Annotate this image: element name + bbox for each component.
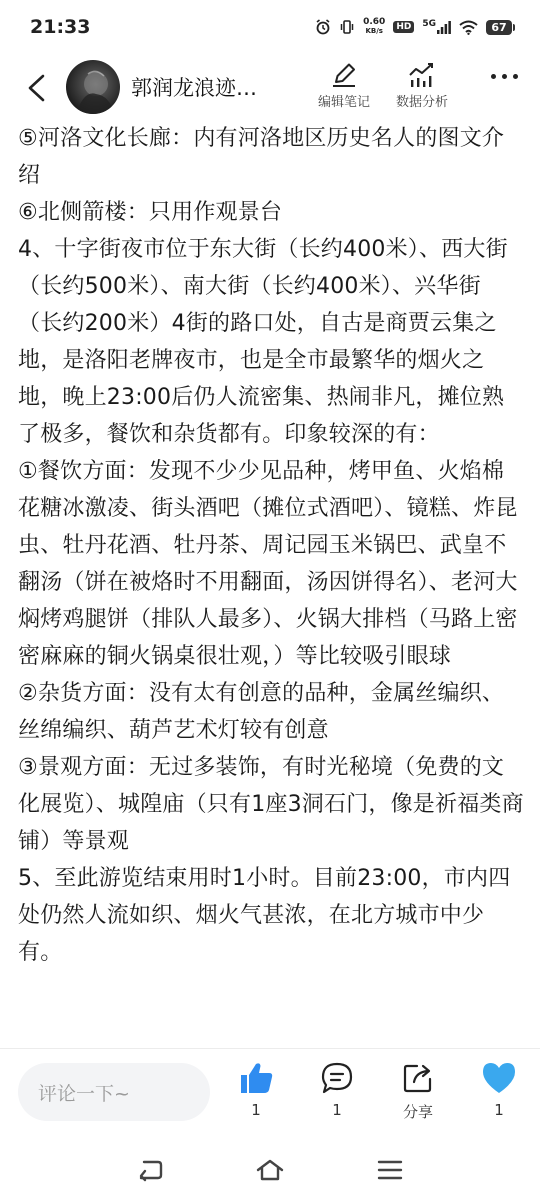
- battery-indicator: 67: [486, 20, 512, 35]
- signal-bars-icon: [437, 20, 451, 34]
- paragraph: 5、至此游览结束用时1小时。目前23:00，市内四处仍然人流如织、烟火气甚浓，在北方城市中少有。: [18, 866, 511, 965]
- note-content: [18, 120, 524, 1048]
- status-bar: [0, 0, 540, 56]
- status-icons: [315, 18, 512, 36]
- author-avatar[interactable]: [66, 60, 120, 114]
- bottom-action-bar: [0, 1049, 540, 1139]
- nav-recents-button[interactable]: [370, 1154, 410, 1186]
- paragraph: 4、十字街夜市位于东大街（长约400米）、西大街（长约500米）、南大街（长约400米）、兴华街（长约200米）4街的路口处，自古是商贾云集之地，是洛阳老牌夜市，也是全市最繁华的烟火之地，晚上23:00后仍人流密集、热闹非凡，摊位熟了极多，餐饮和杂货都有。印象较深的有：: [18, 237, 508, 447]
- avatar-image: [66, 60, 120, 114]
- paragraph: ②杂货方面：没有太有创意的品种，金属丝编织、丝绵编织、葫芦艺术灯较有创意: [18, 681, 505, 743]
- author-name[interactable]: 郭润龙浪迹…: [131, 76, 257, 100]
- like-button[interactable]: [226, 1061, 286, 1119]
- back-button[interactable]: [18, 68, 54, 108]
- home-icon: [255, 1158, 285, 1182]
- menu-lines-icon: [377, 1159, 403, 1181]
- data-analysis-label: 数据分析: [396, 95, 449, 110]
- thumbs-up-icon: [238, 1061, 274, 1095]
- status-time: 21:33: [30, 16, 91, 38]
- dot: [502, 74, 507, 79]
- paragraph: ⑥北侧箭楼：只用作观景台: [18, 200, 283, 225]
- chevron-left-icon: [25, 73, 47, 103]
- hd-badge: HD: [393, 21, 414, 33]
- favorite-button[interactable]: [469, 1061, 529, 1119]
- more-options-button[interactable]: [491, 74, 518, 79]
- note-header: [0, 56, 540, 120]
- comment-bubble-icon: [320, 1061, 354, 1095]
- comment-button[interactable]: [307, 1061, 367, 1119]
- comment-count: 1: [332, 1101, 342, 1119]
- share-icon: [401, 1061, 435, 1095]
- vibrate-icon: [339, 19, 355, 35]
- wifi-icon: [459, 20, 478, 35]
- share-button[interactable]: [388, 1061, 448, 1122]
- comment-input[interactable]: 评论一下~: [18, 1063, 210, 1121]
- alarm-icon: [315, 19, 331, 35]
- paragraph: ③景观方面：无过多装饰，有时光秘境（免费的文化展览）、城隍庙（只有1座3洞石门，像是祈福类商铺）等景观: [18, 755, 524, 854]
- like-count: 1: [251, 1101, 261, 1119]
- dot: [513, 74, 518, 79]
- edit-note-label: 编辑笔记: [318, 95, 371, 110]
- paragraph: ①餐饮方面：发现不少少见品种，烤甲鱼、火焰棉花糖冰激凌、街头酒吧（摊位式酒吧）、镜糕、炸昆虫、牡丹花酒、牡丹茶、周记园玉米锅巴、武皇不翻汤（饼在被烙时不用翻面，汤因饼得名）、老河大焖烤鸡腿饼（排队人最多）、火锅大排档（马路上密密麻麻的铜火锅桌很壮观，）等比较吸引眼球: [18, 459, 518, 669]
- share-label: 分享: [402, 1103, 433, 1121]
- analytics-chart-icon: [407, 62, 437, 88]
- favorite-count: 1: [494, 1101, 504, 1119]
- heart-icon: [481, 1061, 517, 1095]
- net-speed: 0.60 KB/s: [363, 17, 386, 35]
- data-analysis-button[interactable]: [396, 62, 448, 110]
- back-arrow-icon: [136, 1158, 164, 1182]
- system-nav-bar: [0, 1140, 540, 1200]
- pen-icon: [330, 62, 358, 88]
- dot: [491, 74, 496, 79]
- edit-note-button[interactable]: [318, 62, 370, 110]
- cellular-signal: 5G: [422, 20, 451, 34]
- nav-home-button[interactable]: [250, 1154, 290, 1186]
- paragraph: ⑤河洛文化长廊：内有河洛地区历史名人的图文介绍: [18, 126, 505, 188]
- nav-back-button[interactable]: [130, 1154, 170, 1186]
